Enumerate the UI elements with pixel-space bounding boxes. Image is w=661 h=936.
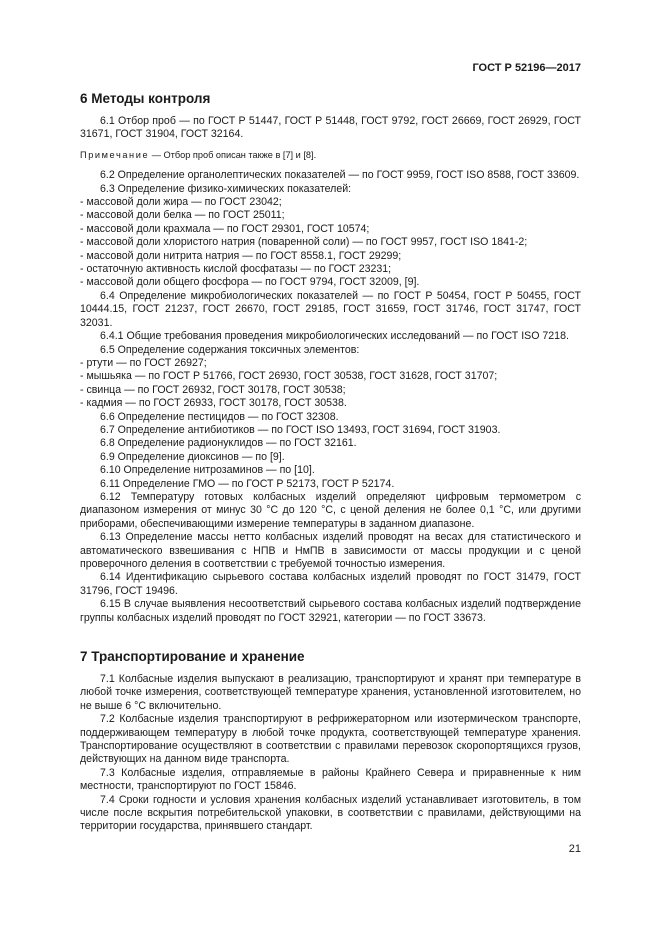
list-item: - кадмия — по ГОСТ 26933, ГОСТ 30178, ГОСТ 30538. <box>80 397 347 410</box>
paragraph-6-13: 6.13 Определение массы нетто колбасных изделий проводят на весах для статистического и автоматического взвешивания с НПВ и НмПВ в зависимости от массы продукции и с ценой проверочного деления в соответствии с требуемой точностью измерения. <box>80 531 581 570</box>
paragraph-7-4: 7.4 Сроки годности и условия хранения колбасных изделий устанавливает изготовитель, в том числе после вскрытия потребительской упаковки, в соответствии с правилами, действующими на территории государства, принявшего стандарт. <box>80 793 581 833</box>
paragraph-6-11: 6.11 Определение ГМО — по ГОСТ Р 52173, ГОСТ Р 52174. <box>100 477 395 490</box>
list-item: - массовой доли общего фосфора — по ГОСТ 9794, ГОСТ 32009, [9]. <box>80 276 420 289</box>
paragraph-6-12: 6.12 Температуру готовых колбасных изделий определяют цифровым термометром с диапазоном измерения от минус 30 °С до 120 °С, с ценой деления не более 0,1 °С, или другими приборами, обеспечивающими измерение температуры в заданном диапазоне. <box>80 490 581 530</box>
page-number: 21 <box>568 843 581 855</box>
paragraph-6-9: 6.9 Определение диоксинов — по [9]. <box>100 450 285 463</box>
section-6-title: 6 Методы контроля <box>80 91 211 106</box>
paragraph-6-4-1: 6.4.1 Общие требования проведения микробиологических исследований — по ГОСТ ISO 7218. <box>100 330 569 343</box>
list-item: - массовой доли белка — по ГОСТ 25011; <box>80 209 285 222</box>
paragraph-6-5: 6.5 Определение содержания токсичных элементов: <box>100 343 360 356</box>
paragraph-6-7: 6.7 Определение антибиотиков — по ГОСТ ISO 13493, ГОСТ 31694, ГОСТ 31903. <box>100 423 501 436</box>
paragraph-6-15: 6.15 В случае выявления несоответствий сырьевого состава колбасных изделий подтверждение группы колбасных изделий проводят по ГОСТ 32921, категории — по ГОСТ 33673. <box>80 598 581 624</box>
paragraph-6-8: 6.8 Определение радионуклидов — по ГОСТ 32161. <box>100 437 357 450</box>
list-item: - свинца — по ГОСТ 26932, ГОСТ 30178, ГОСТ 30538; <box>80 383 346 396</box>
document-header-id: ГОСТ Р 52196—2017 <box>472 62 581 74</box>
paragraph-7-2: 7.2 Колбасные изделия транспортируют в рефрижераторном или изотермическом транспорте, поддерживающем температуру в любой точке продукта, соответствующей температуре хранения. Транспортирование осуществляют в соответствии с правилами перевозок скоропортящихся грузов, действующих на данном виде транспорта. <box>80 713 581 766</box>
paragraph-6-1: 6.1 Отбор проб — по ГОСТ Р 51447, ГОСТ Р 51448, ГОСТ 9792, ГОСТ 26669, ГОСТ 26929, ГОСТ 31671, ГОСТ 31904, ГОСТ 32164. <box>80 115 581 141</box>
note <box>80 149 581 162</box>
paragraph-6-14: 6.14 Идентификацию сырьевого состава колбасных изделий проводят по ГОСТ 31479, ГОСТ 31796, ГОСТ 19496. <box>80 571 581 597</box>
list-item: - массовой доли жира — по ГОСТ 23042; <box>80 196 282 209</box>
paragraph-6-4: 6.4 Определение микробиологических показателей — по ГОСТ Р 50454, ГОСТ Р 50455, ГОСТ 10444.15, ГОСТ 21237, ГОСТ 26670, ГОСТ 29185, ГОСТ 31659, ГОСТ 31746, ГОСТ 31747, ГОСТ 32031. <box>80 289 581 329</box>
list-item: - ртути — по ГОСТ 26927; <box>80 356 207 369</box>
note-text: — Отбор проб описан также в [7] и [8]. <box>149 149 317 160</box>
list-item: - массовой доли крахмала — по ГОСТ 29301, ГОСТ 10574; <box>80 222 370 235</box>
paragraph-7-1: 7.1 Колбасные изделия выпускают в реализацию, транспортируют и хранят при температуре в любой точке измерения, соответствующей температуре хранения, установленной изготовителем, но не выше 6 °С включительно. <box>80 673 581 712</box>
section-7-body <box>80 673 581 834</box>
list-item: - массовой доли хлористого натрия (поваренной соли) — по ГОСТ 9957, ГОСТ ISO 1841-2; <box>80 236 528 249</box>
section-7-title: 7 Транспортирование и хранение <box>80 649 305 664</box>
section-6-body <box>80 115 581 625</box>
list-item: - остаточную активность кислой фосфатазы — по ГОСТ 23231; <box>80 263 392 276</box>
paragraph-7-3: 7.3 Колбасные изделия, отправляемые в районы Крайнего Севера и приравненные к ним местности, транспортируют по ГОСТ 15846. <box>80 766 581 793</box>
paragraph-6-3: 6.3 Определение физико-химических показателей: <box>100 182 352 195</box>
paragraph-6-2: 6.2 Определение органолептических показателей — по ГОСТ 9959, ГОСТ ISO 8588, ГОСТ 33609. <box>100 169 580 182</box>
note-label: Примечание <box>80 149 150 160</box>
paragraph-6-10: 6.10 Определение нитрозаминов — по [10]. <box>100 464 315 477</box>
paragraph-6-6: 6.6 Определение пестицидов — по ГОСТ 32308. <box>100 410 339 423</box>
list-item: - мышьяка — по ГОСТ Р 51766, ГОСТ 26930, ГОСТ 30538, ГОСТ 31628, ГОСТ 31707; <box>80 370 498 383</box>
list-item: - массовой доли нитрита натрия — по ГОСТ 8558.1, ГОСТ 29299; <box>80 249 402 262</box>
